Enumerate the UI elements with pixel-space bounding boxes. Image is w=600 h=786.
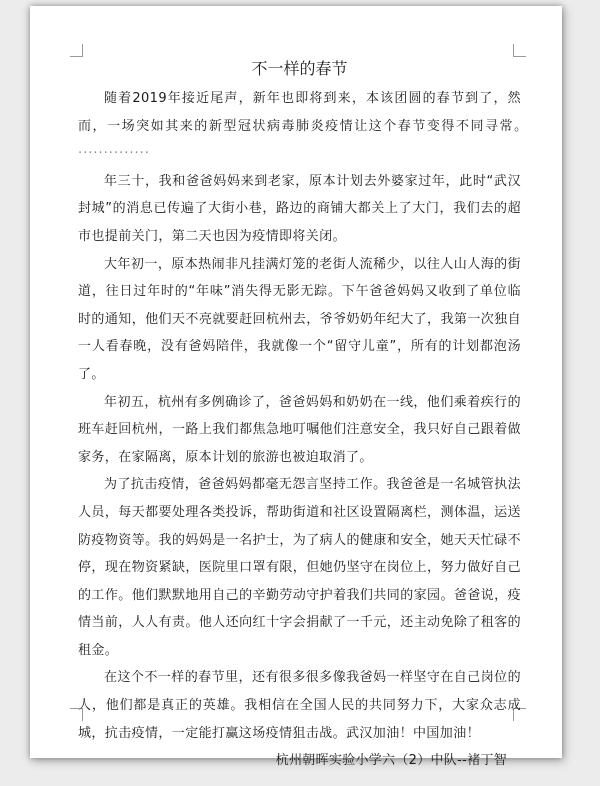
leader-dots: ·············· [78,146,150,162]
crop-mark-top-right [513,44,526,57]
paragraph-6: 在这个不一样的春节里，还有很多很多像我爸妈一样坚守在自己岗位的人，他们都是真正的英雄。我相信在全国人民的共同努力下，大家众志成城，抗击疫情，一定能打赢这场疫情狙击战。武汉加油！中国加油！ [78,670,521,741]
author-signature: 杭州朝晖实验小学六（2）中队--褚丁智 [275,753,507,769]
document-title: 不一样的春节 [251,59,348,78]
crop-mark-top-left [70,44,83,57]
paragraph-4: 年初五，杭州有多例确诊了，爸爸妈妈和奶奶在一线，他们乘着疾行的班车赶回杭州，一路上我们都焦急地叮嘱他们注意安全，我只好自己跟着做家务，在家隔离，原本计划的旅游也被迫取消了。 [78,394,521,465]
paragraph-1-text: 随着2019年接近尾声，新年也即将到来，本该团圆的春节到了，然而，一场突如其来的新型冠状病毒肺炎疫情让这个春节变得不同寻常。 [78,91,521,134]
paragraph-3: 大年初一，原本热闹非凡挂满灯笼的老街人流稀少，以往人山人海的街道，往日过年时的“年味”消失得无影无踪。下午爸爸妈妈又收到了单位临时的通知，他们天不亮就要赶回杭州去，爷爷奶奶年纪大了，我第一次独自一人看春晚，没有爸妈陪伴，我就像一个“留守儿童”，所有的计划都泡汤了。 [78,256,521,382]
paragraph-5: 为了抗击疫情，爸爸妈妈都毫无怨言坚持工作。我爸爸是一名城管执法人员，每天都要处理各类投诉，帮助街道和社区设置隔离栏，测体温，运送防疫物资等。我的妈妈是一名护士，为了病人的健康和安全，她天天忙碌不停，现在物资紧缺，医院里口罩有限，但她仍坚守在岗位上，努力做好自己的工作。他们默默地用自己的辛勤劳动守护着我们共同的家园。爸爸说，疫情当前，人人有责。他人还向红十字会捐献了一千元，还主动免除了租客的租金。 [78,477,521,658]
document-page [30,6,562,769]
paragraph-2: 年三十，我和爸爸妈妈来到老家，原本计划去外婆家过年，此时“武汉封城”的消息已传遍了大街小巷，路边的商铺大都关上了大门，我们去的超市也提前关门，第二天也因为疫情即将关闭。 [78,173,521,244]
document-body[interactable] [78,58,521,775]
paragraph-1 [78,85,521,168]
